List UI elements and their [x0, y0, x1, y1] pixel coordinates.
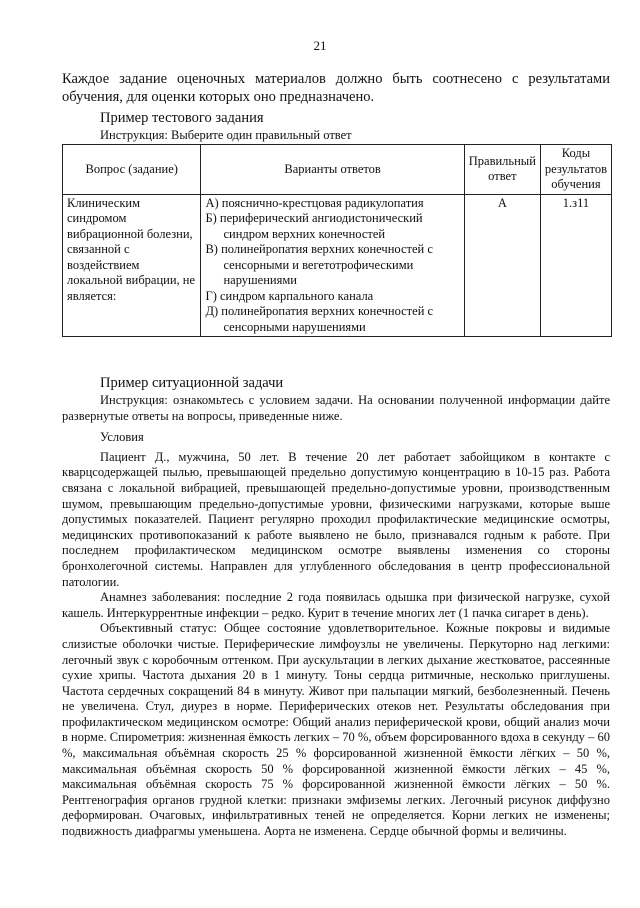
test-instruction: Инструкция: Выберите один правильный ответ: [100, 128, 352, 142]
intro-paragraph: Каждое задание оценочных материалов должно быть соотнесено с результатами обучения, для оценки которых оно предназначено.: [62, 71, 610, 105]
header-variants: Варианты ответов: [201, 145, 464, 195]
option-e: Д) полинейропатия верхних конечностей с сенсорными нарушениями: [205, 304, 434, 334]
case-paragraph: Пациент Д., мужчина, 50 лет. В течение 20 лет работает забойщиком в контакте с кварцсодержащей пылью, превышающей предельно допустимую концентрацию в 10-15 раз. Работа связана с локальной вибрацией, превышающей предельно-допустимые уровни, производственным шумом, превышающим предельно-допустимые уровни, физическими нагрузками, которые выше допустимых показателей. Пациент регулярно проходил профилактические медицинские осмотры, медицинских противопоказаний к работе выявлено не было, признавался годным к работе. При последнем профилактическом медицинском осмотре выявлены изменения со стороны бронхолегочной системы. Направлен для углубленного обследования в центр профессиональной патологии.: [62, 449, 610, 589]
case-paragraph: Объективный статус: Общее состояние удовлетворительное. Кожные покровы и видимые слизистые оболочки чистые. Периферические лимфоузлы не увеличены. Перкуторно над легкими: легочный звук с коробочным оттенком. При аускультации в легких дыхание жестковатое, рассеянные сухие хрипы. Частота дыхания 20 в 1 минуту. Тоны сердца ритмичные, несколько приглушены. Частота сердечных сокращений 84 в минуту. Живот при пальпации мягкий, безболезненный. Печень не увеличена. Стул, диурез в норме. Периферических отеков нет. Результаты обследования при профилактическом медицинском осмотре: Общий анализ периферической крови, общий анализ мочи в норме. Спирометрия: жизненная ёмкость легких – 70 %, объем форсированного вдоха в секунду – 60 %, максимальная объёмная скорость 25 % форсированной жизненной ёмкости лёгких – 50 %, максимальная объёмная скорость 50 % форсированной жизненной ёмкости лёгких – 45 %, максимальная объёмная скорость 75 % форсированной жизненной ёмкости лёгких – 50 %. Рентгенография органов грудной клетки: признаки эмфиземы легких. Легочный рисунок диффузно деформирован. Очаговых, инфильтративных теней не определяется. Корни легких не изменены; подвижность диафрагмы уменьшена. Аорта не изменена. Сердце обычной формы и величины.: [62, 621, 610, 839]
test-example-title: Пример тестового задания: [100, 110, 264, 126]
options-cell: [201, 194, 464, 337]
correct-answer-cell: А: [464, 194, 540, 337]
header-correct: Правильный ответ: [464, 145, 540, 195]
page-number: 21: [313, 38, 327, 53]
option-b: Б) периферический ангиодистонический синдром верхних конечностей: [205, 211, 423, 241]
case-paragraph: Анамнез заболевания: последние 2 года появилась одышка при физической нагрузке, сухой кашель. Интеркуррентные инфекции – редко. Курит в течение многих лет (1 пачка сигарет в день).: [62, 590, 610, 620]
table-header-row: [63, 145, 612, 195]
header-question: Вопрос (задание): [63, 145, 201, 195]
code-cell: 1.з11: [540, 194, 611, 337]
conditions-label: Условия: [100, 430, 144, 445]
table-row: [63, 194, 612, 337]
situational-example-title: Пример ситуационной задачи: [100, 375, 284, 391]
option-d: Г) синдром карпального канала: [205, 288, 374, 303]
header-codes: Коды результатов обучения: [540, 145, 611, 195]
situational-body: [62, 393, 610, 840]
option-a: А) пояснично-крестцовая радикулопатия: [205, 195, 424, 210]
situational-instruction: Инструкция: ознакомьтесь с условием задачи. На основании полученной информации дайте развернутые ответы на вопросы, приведенные ниже.: [62, 393, 610, 423]
test-table: [62, 144, 612, 337]
question-cell: Клиническим синдромом вибрационной болезни, связанной с воздействием локальной вибрации, не является:: [63, 194, 201, 337]
option-c: В) полинейропатия верхних конечностей с сенсорными и вегетотрофическими нарушениями: [205, 242, 433, 287]
